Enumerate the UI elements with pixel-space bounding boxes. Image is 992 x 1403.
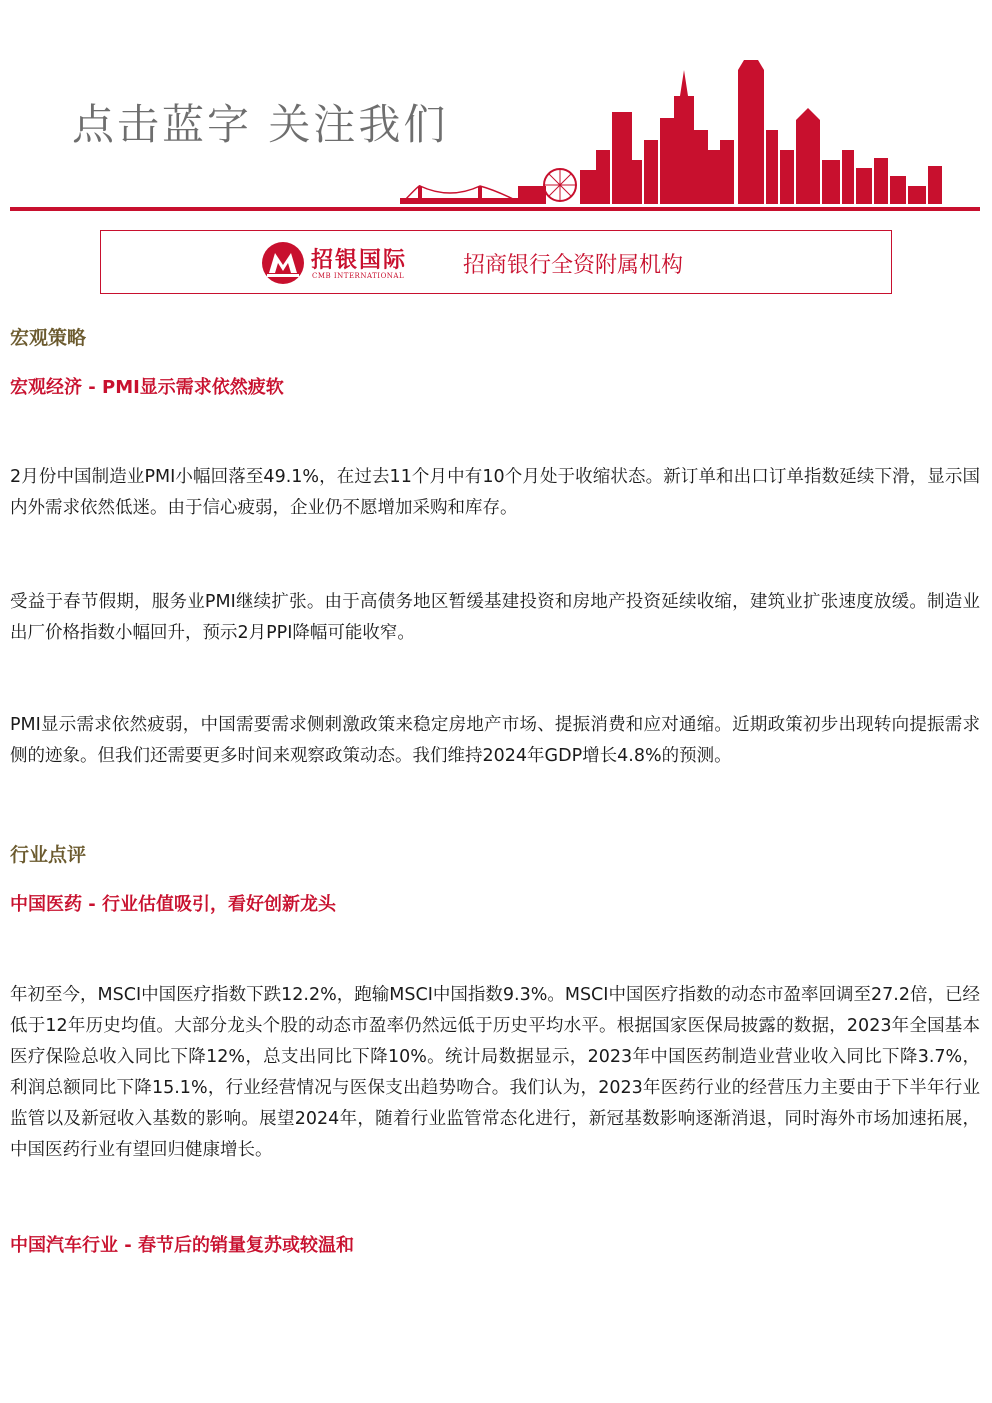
follow-us-title: 点击蓝字 关注我们 (72, 100, 449, 149)
macro-paragraph-1: 2月份中国制造业PMI小幅回落至49.1%，在过去11个月中有10个月处于收缩状态。新订单和出口订单指数延续下滑，显示国内外需求依然低迷。由于信心疲弱，企业仍不愿增加采购和库存。 (10, 467, 980, 518)
brand-tagline: 招商银行全资附属机构 (463, 253, 684, 278)
brand-logo-cn: 招银国际 (311, 247, 408, 273)
section-title-macro: 宏观策略 (10, 327, 87, 349)
cmb-logo-icon (261, 241, 305, 285)
macro-paragraph-3: PMI显示需求依然疲弱，中国需要需求侧刺激政策来稳定房地产市场、提振消费和应对通缩。近期政策初步出现转向提振需求侧的迹象。但我们还需要更多时间来观察政策动态。我们维持2024年GDP增长4.8%的预测。 (10, 715, 980, 766)
article-title-auto: 中国汽车行业 - 春节后的销量复苏或较温和 (10, 1235, 355, 1256)
brand-banner (100, 230, 892, 294)
article-title-pharma: 中国医药 - 行业估值吸引，看好创新龙头 (10, 894, 337, 915)
brand-logo-en: CMB INTERNATIONAL (312, 272, 405, 280)
macro-paragraph-2: 受益于春节假期，服务业PMI继续扩张。由于高债务地区暂缓基建投资和房地产投资延续收缩，建筑业扩张速度放缓。制造业出厂价格指数小幅回升，预示2月PPI降幅可能收窄。 (10, 592, 980, 643)
article-title-macro: 宏观经济 - PMI显示需求依然疲软 (10, 377, 284, 398)
header-banner (0, 0, 992, 215)
pharma-paragraph: 年初至今，MSCI中国医疗指数下跌12.2%，跑输MSCI中国指数9.3%。MSCI中国医疗指数的动态市盈率回调至27.2倍，已经低于12年历史均值。大部分龙头个股的动态市盈率仍然远低于历史平均水平。根据国家医保局披露的数据，2023年全国基本医疗保险总收入同比下降12%，总支出同比下降10%。统计局数据显示，2023年中国医药制造业营业收入同比下降3.7%，利润总额同比下降15.1%，行业经营情况与医保支出趋势吻合。我们认为，2023年医药行业的经营压力主要由于下半年行业监管以及新冠收入基数的影响。展望2024年，随着行业监管常态化进行，新冠基数影响逐渐消退，同时海外市场加速拓展，中国医药行业有望回归健康增长。 (10, 985, 980, 1160)
section-title-industry: 行业点评 (10, 844, 87, 866)
